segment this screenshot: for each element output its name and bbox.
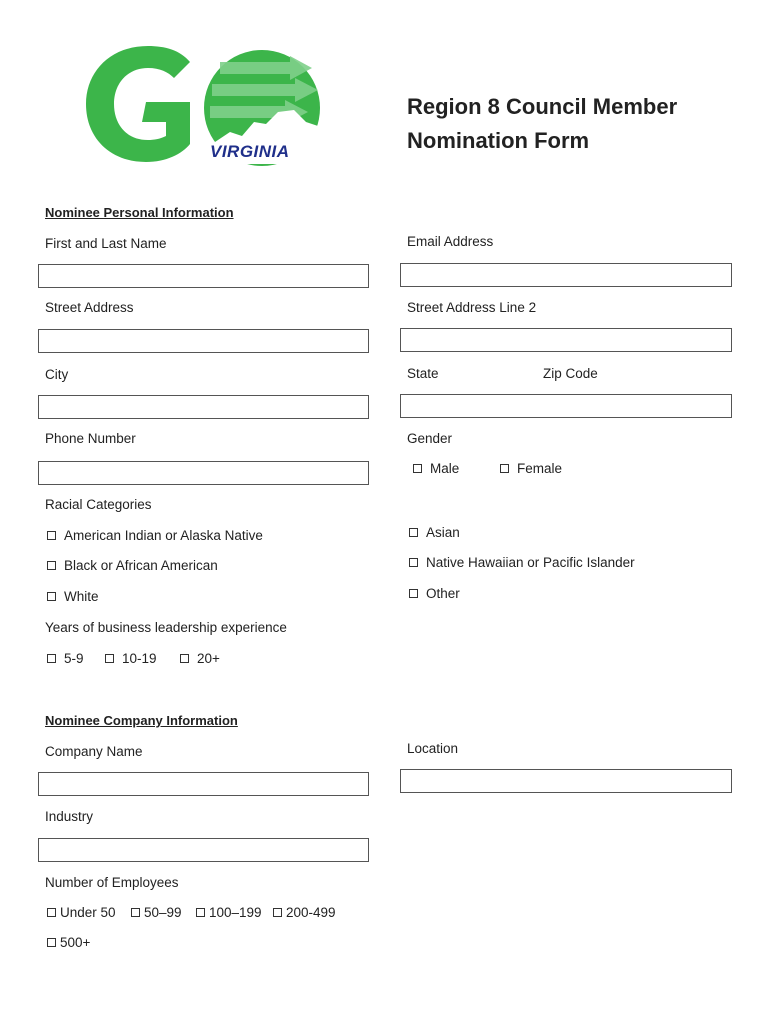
racial-asian-checkbox[interactable]	[409, 525, 460, 540]
years-20-plus-label: 20+	[197, 651, 220, 666]
company-section-heading: Nominee Company Information	[45, 713, 238, 728]
checkbox-square-icon	[500, 464, 509, 473]
checkbox-square-icon	[413, 464, 422, 473]
go-virginia-logo	[80, 40, 330, 170]
racial-other-label: Other	[426, 586, 460, 601]
checkbox-square-icon	[273, 908, 282, 917]
racial-black-checkbox[interactable]	[47, 558, 218, 573]
employees-200-499-checkbox[interactable]	[273, 905, 336, 920]
gender-female-label: Female	[517, 461, 563, 476]
checkbox-square-icon	[409, 558, 418, 567]
logo-state-text: VIRGINIA	[210, 142, 290, 161]
phone-field[interactable]	[38, 461, 369, 485]
employees-100-199-label: 100–199	[209, 905, 262, 920]
city-field[interactable]	[38, 395, 369, 419]
street2-label: Street Address Line 2	[407, 300, 537, 315]
logo-graphic	[80, 40, 330, 170]
checkbox-square-icon	[47, 561, 56, 570]
checkbox-square-icon	[47, 908, 56, 917]
zip-label: Zip Code	[543, 366, 598, 381]
city-label: City	[45, 367, 69, 382]
industry-label: Industry	[45, 809, 94, 824]
gender-male-checkbox[interactable]	[413, 461, 459, 476]
racial-categories-label: Racial Categories	[45, 497, 152, 512]
checkbox-square-icon	[409, 528, 418, 537]
first-last-name-label: First and Last Name	[45, 236, 167, 251]
checkbox-square-icon	[180, 654, 189, 663]
form-title-line1: Region 8 Council Member	[407, 94, 678, 119]
racial-american-indian-checkbox[interactable]	[47, 528, 263, 543]
company-name-field[interactable]	[38, 772, 369, 796]
years-experience-label: Years of business leadership experience	[45, 620, 287, 635]
gender-female-checkbox[interactable]	[500, 461, 562, 476]
checkbox-square-icon	[47, 531, 56, 540]
gender-male-label: Male	[430, 461, 460, 476]
phone-label: Phone Number	[45, 431, 136, 446]
checkbox-square-icon	[47, 938, 56, 947]
years-10-19-checkbox[interactable]	[105, 651, 157, 666]
years-5-9-checkbox[interactable]	[47, 651, 84, 666]
location-field[interactable]	[400, 769, 732, 793]
location-label: Location	[407, 741, 459, 756]
checkbox-square-icon	[47, 592, 56, 601]
employees-100-199-checkbox[interactable]	[196, 905, 262, 920]
street-field[interactable]	[38, 329, 369, 353]
street-label: Street Address	[45, 300, 134, 315]
racial-american-indian-label: American Indian or Alaska Native	[64, 528, 263, 543]
email-field[interactable]	[400, 263, 732, 287]
years-10-19-label: 10-19	[122, 651, 157, 666]
racial-white-label: White	[64, 589, 99, 604]
employees-200-499-label: 200-499	[286, 905, 336, 920]
employees-under-50-checkbox[interactable]	[47, 905, 116, 920]
employees-500-plus-checkbox[interactable]	[47, 935, 90, 950]
checkbox-square-icon	[105, 654, 114, 663]
employees-label: Number of Employees	[45, 875, 179, 890]
street2-field[interactable]	[400, 328, 732, 352]
racial-native-hawaiian-checkbox[interactable]	[409, 555, 635, 570]
industry-field[interactable]	[38, 838, 369, 862]
gender-label: Gender	[407, 431, 453, 446]
checkbox-square-icon	[196, 908, 205, 917]
checkbox-square-icon	[131, 908, 140, 917]
state-zip-field[interactable]	[400, 394, 732, 418]
email-label: Email Address	[407, 234, 494, 249]
racial-white-checkbox[interactable]	[47, 589, 99, 604]
checkbox-square-icon	[409, 589, 418, 598]
employees-500-plus-label: 500+	[60, 935, 91, 950]
years-5-9-label: 5-9	[64, 651, 84, 666]
employees-50-99-label: 50–99	[144, 905, 182, 920]
racial-other-checkbox[interactable]	[409, 586, 460, 601]
form-title-line2: Nomination Form	[407, 128, 590, 153]
racial-asian-label: Asian	[426, 525, 460, 540]
racial-native-hawaiian-label: Native Hawaiian or Pacific Islander	[426, 555, 635, 570]
company-name-label: Company Name	[45, 744, 143, 759]
employees-50-99-checkbox[interactable]	[131, 905, 182, 920]
personal-section-heading: Nominee Personal Information	[45, 205, 234, 220]
state-label: State	[407, 366, 439, 381]
employees-under-50-label: Under 50	[60, 905, 116, 920]
years-20-plus-checkbox[interactable]	[180, 651, 220, 666]
checkbox-square-icon	[47, 654, 56, 663]
racial-black-label: Black or African American	[64, 558, 218, 573]
first-last-name-field[interactable]	[38, 264, 369, 288]
